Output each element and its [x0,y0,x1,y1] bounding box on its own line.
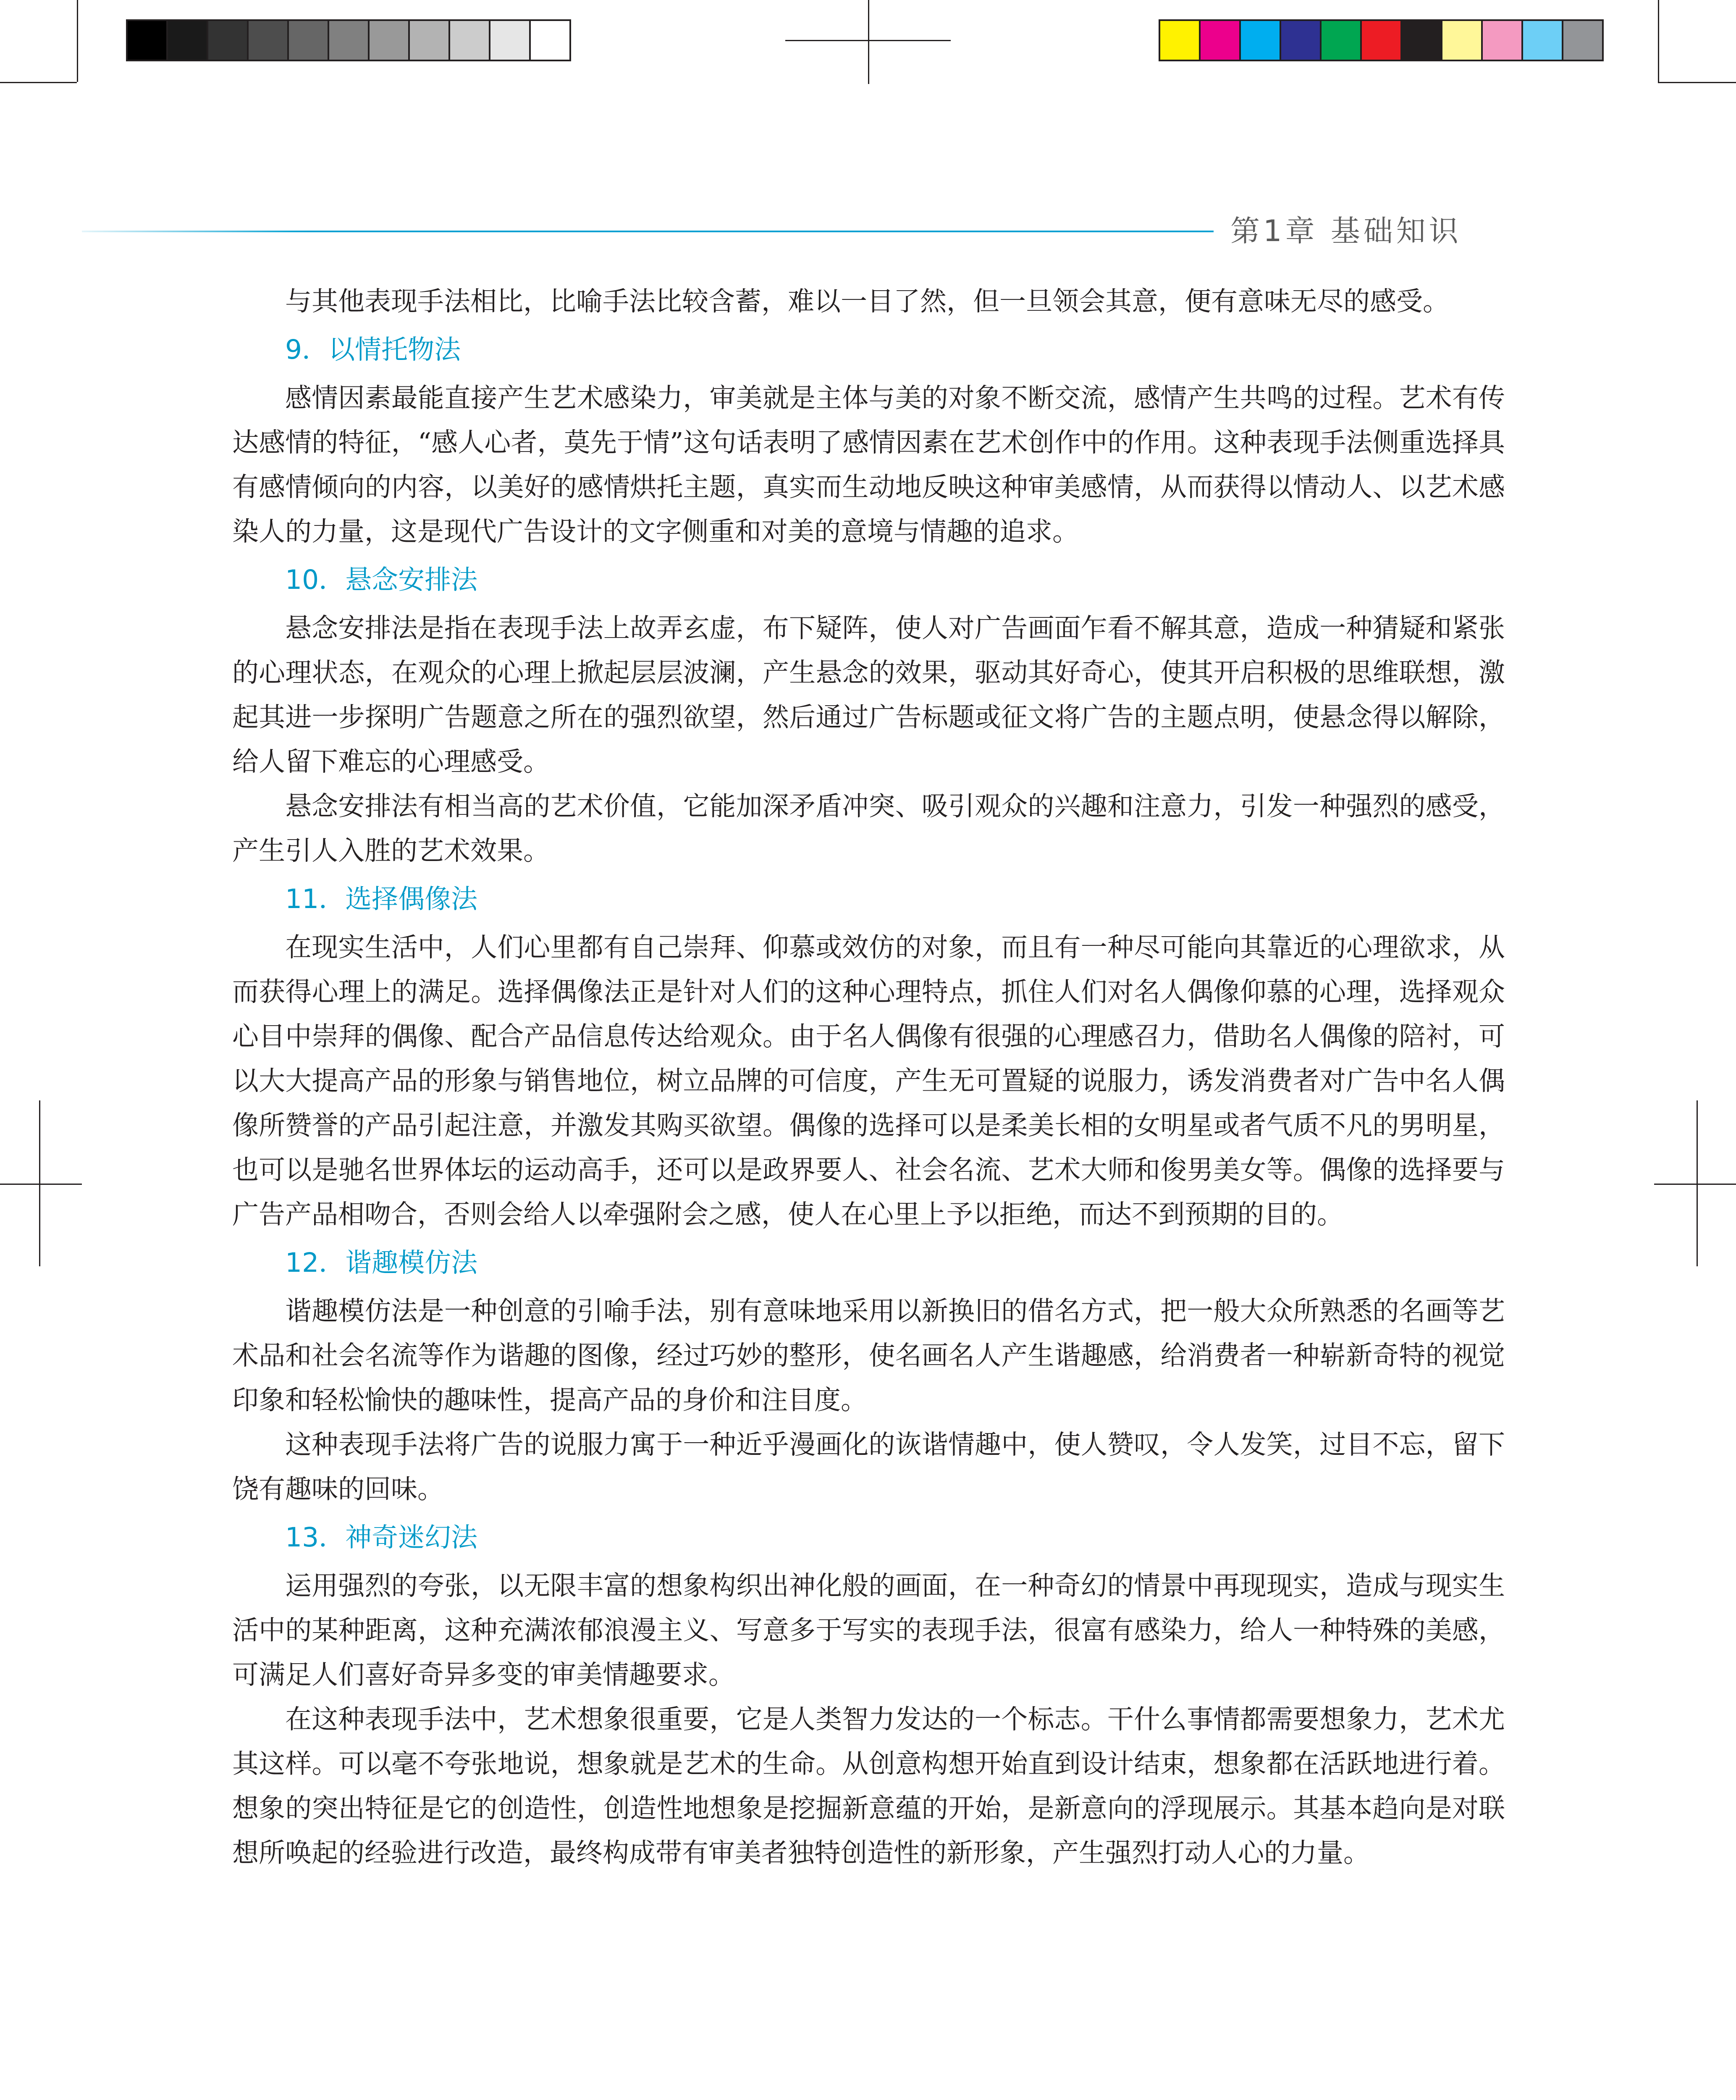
process-swatch [1563,21,1602,60]
grayscale-swatch [289,21,329,60]
body-paragraph: 感情因素最能直接产生艺术感染力，审美就是主体与美的对象不断交流，感情产生共鸣的过程。艺术有传达感情的特征，“感人心者，莫先于情”这句话表明了感情因素在艺术创作中的作用。这种表现手法侧重选择具有感情倾向的内容，以美好的感情烘托主题，真实而生动地反映这种审美感情，从而获得以情动人、以艺术感染人的力量，这是现代广告设计的文字侧重和对美的意境与情趣的追求。 [232,383,1505,547]
grayscale-swatch [208,21,249,60]
grayscale-swatch [128,21,168,60]
grayscale-swatch [531,21,569,60]
process-swatch [1483,21,1523,60]
body-paragraph: 在这种表现手法中，艺术想象很重要，它是人类智力发达的一个标志。干什么事情都需要想象力，艺术尤其这样。可以毫不夸张地说，想象就是艺术的生命。从创意构想开始直到设计结束，想象都在活跃地进行着。想象的突出特征是它的创造性，创造性地想象是挖掘新意蕴的开始，是新意向的浮现展示。其基本趋向是对联想所唤起的经验进行改造，最终构成带有审美者独特创造性的新形象，产生强烈打动人心的力量。 [232,1704,1505,1868]
body-paragraph: 悬念安排法是指在表现手法上故弄玄虚，布下疑阵，使人对广告画面乍看不解其意，造成一种猜疑和紧张的心理状态，在观众的心理上掀起层层波澜，产生悬念的效果，驱动其好奇心，使其开启积极的思维联想，激起其进一步探明广告题意之所在的强烈欲望，然后通过广告标题或征文将广告的主题点明，使悬念得以解除，给人留下难忘的心理感受。 [232,613,1505,777]
process-swatch [1442,21,1483,60]
process-color-bar [1159,19,1604,61]
grayscale-swatch [450,21,490,60]
body-paragraph: 这种表现手法将广告的说服力寓于一种近乎漫画化的诙谐情趣中，使人赞叹，令人发笑，过目不忘，留下饶有趣味的回味。 [232,1429,1505,1504]
grayscale-swatch [410,21,450,60]
chapter-title: 第1章 基础知识 [1230,214,1462,248]
section-heading: 13．神奇迷幻法 [285,1522,478,1553]
body-paragraph: 与其他表现手法相比，比喻手法比较含蓄，难以一目了然，但一旦领会其意，便有意味无尽的感受。 [285,286,1449,317]
process-swatch [1160,21,1201,60]
section-heading: 12．谐趣模仿法 [285,1247,478,1278]
page-body [232,279,1505,1875]
header-rule [82,231,1214,232]
process-swatch [1523,21,1563,60]
grayscale-swatch [370,21,410,60]
body-paragraph: 悬念安排法有相当高的艺术价值，它能加深矛盾冲突、吸引观众的兴趣和注意力，引发一种强烈的感受，产生引人入胜的艺术效果。 [232,791,1505,866]
grayscale-swatch [168,21,208,60]
grayscale-swatch [329,21,370,60]
body-paragraph: 谐趣模仿法是一种创意的引喻手法，别有意味地采用以新换旧的借名方式，把一般大众所熟悉的名画等艺术品和社会名流等作为谐趣的图像，经过巧妙的整形，使名画名人产生谐趣感，给消费者一种崭新奇特的视觉印象和轻松愉快的趣味性，提高产品的身价和注目度。 [232,1296,1505,1415]
process-swatch [1201,21,1241,60]
process-swatch [1241,21,1281,60]
body-paragraph: 运用强烈的夸张，以无限丰富的想象构织出神化般的画面，在一种奇幻的情景中再现现实，造成与现实生活中的某种距离，这种充满浓郁浪漫主义、写意多于写实的表现手法，很富有感染力，给人一种特殊的美感，可满足人们喜好奇异多变的审美情趣要求。 [232,1570,1505,1690]
section-heading: 9．以情托物法 [285,334,461,365]
grayscale-swatch [490,21,531,60]
section-heading: 11．选择偶像法 [285,884,478,914]
body-paragraph: 在现实生活中，人们心里都有自己崇拜、仰慕或效仿的对象，而且有一种尽可能向其靠近的心理欲求，从而获得心理上的满足。选择偶像法正是针对人们的这种心理特点，抓住人们对名人偶像仰慕的心理，选择观众心目中崇拜的偶像、配合产品信息传达给观众。由于名人偶像有很强的心理感召力，借助名人偶像的陪衬，可以大大提高产品的形象与销售地位，树立品牌的可信度，产生无可置疑的说服力，诱发消费者对广告中名人偶像所赞誉的产品引起注意，并激发其购买欲望。偶像的选择可以是柔美长相的女明星或者气质不凡的男明星，也可以是驰名世界体坛的运动高手，还可以是政界要人、社会名流、艺术大师和俊男美女等。偶像的选择要与广告产品相吻合，否则会给人以牵强附会之感，使人在心里上予以拒绝，而达不到预期的目的。 [232,932,1505,1230]
section-heading: 10．悬念安排法 [285,564,478,595]
grayscale-swatch [249,21,289,60]
process-swatch [1362,21,1402,60]
grayscale-color-bar [126,19,571,61]
process-swatch [1322,21,1362,60]
process-swatch [1281,21,1322,60]
process-swatch [1402,21,1442,60]
